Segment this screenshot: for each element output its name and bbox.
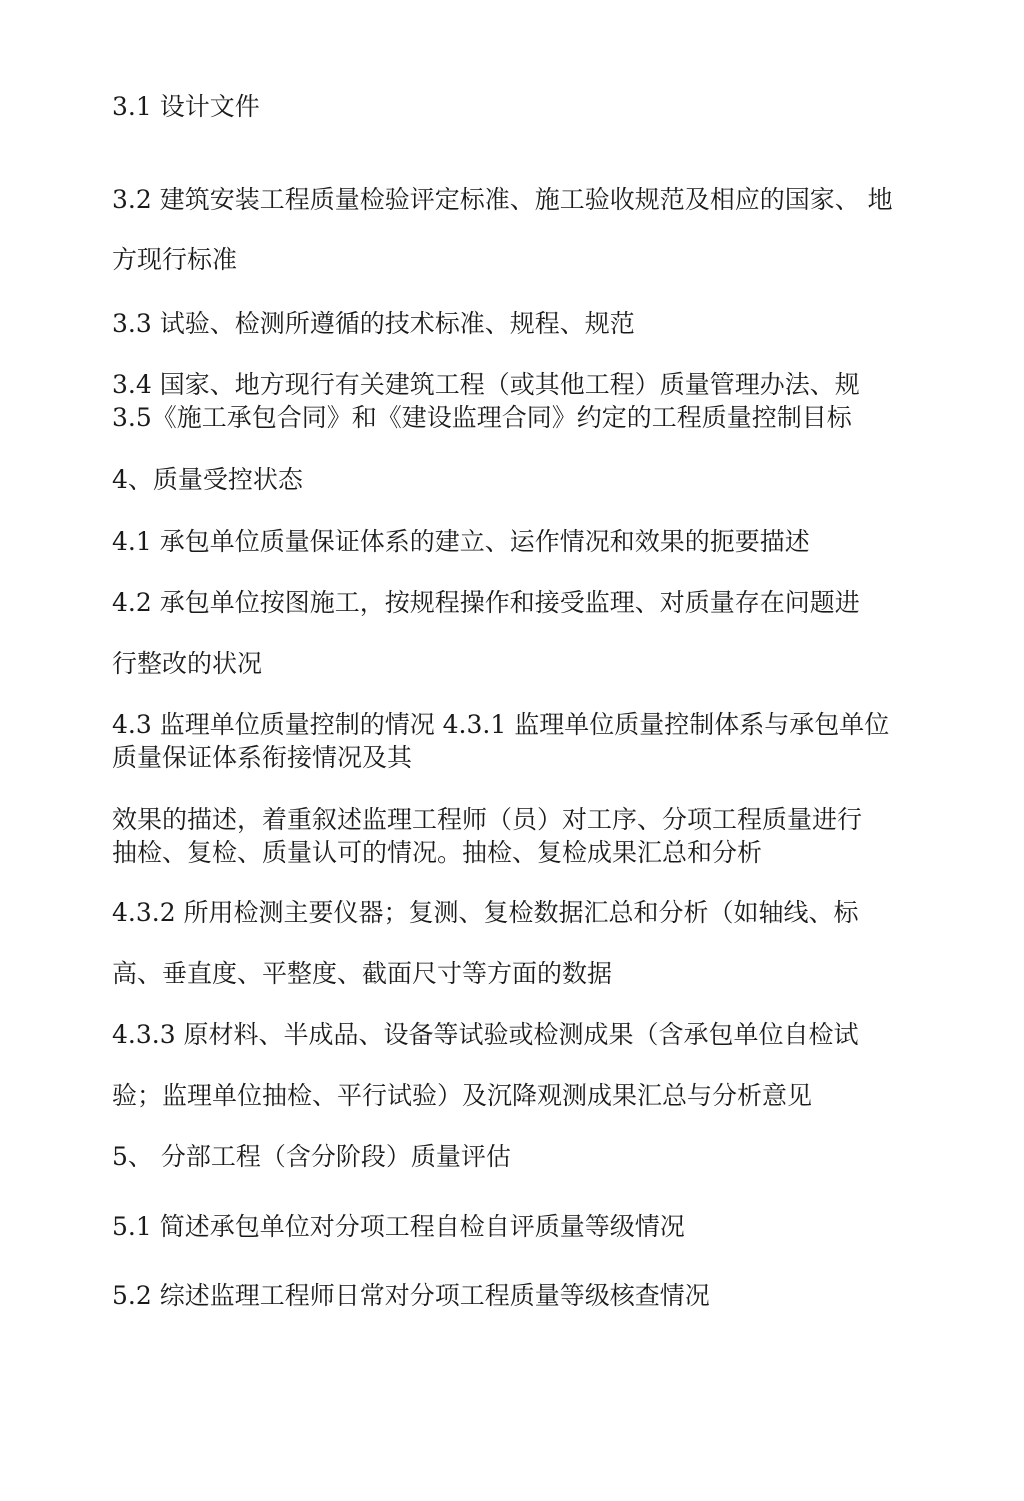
text-line: 效果的描述，着重叙述监理工程师（员）对工序、分项工程质量进行 bbox=[112, 805, 863, 834]
text-line: 行整改的状况 bbox=[112, 649, 263, 678]
text-line: 3.2 建筑安装工程质量检验评定标准、施工验收规范及相应的国家、 地 bbox=[112, 185, 893, 214]
text-line: 验；监理单位抽检、平行试验）及沉降观测成果汇总与分析意见 bbox=[112, 1081, 813, 1110]
text-line: 质量保证体系衔接情况及其 bbox=[112, 743, 413, 772]
text-line: 高、垂直度、平整度、截面尺寸等方面的数据 bbox=[112, 959, 613, 988]
text-line: 4.1 承包单位质量保证体系的建立、运作情况和效果的扼要描述 bbox=[112, 527, 810, 556]
text-line: 5.1 简述承包单位对分项工程自检自评质量等级情况 bbox=[112, 1212, 685, 1241]
text-line: 4.3.3 原材料、半成品、设备等试验或检测成果（含承包单位自检试 bbox=[112, 1020, 859, 1049]
section-heading: 5、 分部工程（含分阶段）质量评估 bbox=[112, 1142, 511, 1171]
text-line: 3.5《施工承包合同》和《建设监理合同》约定的工程质量控制目标 bbox=[112, 403, 852, 432]
text-line: 3.4 国家、地方现行有关建筑工程（或其他工程）质量管理办法、规 bbox=[112, 370, 860, 399]
section-heading: 4、质量受控状态 bbox=[112, 465, 303, 494]
text-line: 方现行标准 bbox=[112, 245, 238, 274]
text-line: 4.3 监理单位质量控制的情况 4.3.1 监理单位质量控制体系与承包单位 bbox=[112, 710, 890, 739]
text-line: 4.2 承包单位按图施工，按规程操作和接受监理、对质量存在问题进 bbox=[112, 588, 860, 617]
text-line: 抽检、复检、质量认可的情况。抽检、复检成果汇总和分析 bbox=[112, 838, 763, 867]
text-line: 5.2 综述监理工程师日常对分项工程质量等级核查情况 bbox=[112, 1281, 710, 1310]
text-line: 3.3 试验、检测所遵循的技术标准、规程、规范 bbox=[112, 309, 635, 338]
text-line: 4.3.2 所用检测主要仪器；复测、复检数据汇总和分析（如轴线、标 bbox=[112, 898, 859, 927]
text-line: 3.1 设计文件 bbox=[112, 92, 260, 121]
